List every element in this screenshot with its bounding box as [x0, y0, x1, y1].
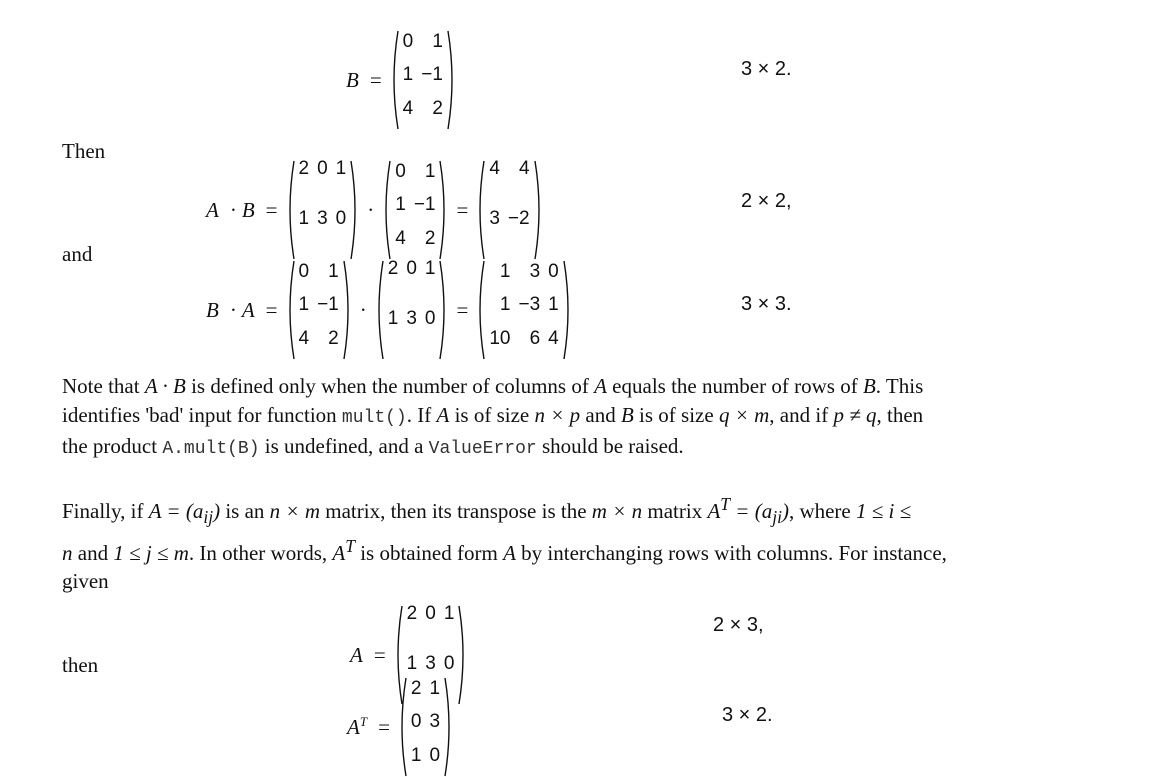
matrix-cell: 2 [387, 258, 399, 279]
matrix-cell: 0 [424, 308, 436, 329]
text: is of size [449, 402, 535, 427]
matrix-cell: 1 [298, 294, 310, 316]
text: and [72, 540, 114, 565]
matrix-cell: 1 [424, 258, 436, 279]
label-then: Then [62, 139, 106, 163]
superscript: T [720, 494, 731, 514]
matrix-a [374, 260, 450, 360]
math-a-equals-aij [148, 499, 221, 528]
text: should be raised. [536, 434, 684, 458]
code-valueerror: ValueError [428, 439, 537, 459]
math-part: A [332, 540, 346, 565]
matrix-cell: 2 [406, 603, 418, 624]
matrix-cell: 0 [429, 744, 441, 766]
paragraph-multiplication-note [62, 372, 1102, 464]
matrix-cell: 0 [548, 261, 559, 282]
matrix-cell: 0 [317, 158, 328, 179]
text: matrix, then its transpose is the [320, 499, 592, 523]
text: Finally, if [62, 499, 149, 523]
right-paren-icon [350, 160, 360, 260]
symbol-b: B [346, 67, 359, 92]
right-paren-icon [343, 260, 353, 360]
matrix-cell: 4 [395, 227, 406, 249]
matrix-cell: 1 [499, 261, 511, 282]
subscript: ij [203, 507, 214, 528]
text: is defined only when the number of columns of [185, 374, 595, 398]
math-n: n [62, 540, 73, 565]
superscript: T [345, 535, 355, 556]
matrix-cell: 2 [424, 227, 436, 249]
math-a: A [436, 402, 450, 427]
matrix-cell: 4 [298, 327, 310, 349]
matrix-cell: −3 [518, 294, 541, 316]
size-ab: 2 × 2, [741, 190, 792, 212]
matrix-cell: 1 [410, 744, 422, 766]
text: . In other words, [188, 540, 333, 565]
paragraph-line [62, 532, 1102, 568]
size-a-definition: 2 × 3, [713, 614, 764, 636]
right-paren-icon [458, 605, 468, 705]
matrix-cell: 1 [429, 678, 441, 699]
matrix-b [389, 30, 457, 130]
math-a-transpose [707, 494, 789, 528]
matrix-cell: 1 [406, 653, 418, 674]
matrix-cell: 4 [548, 327, 559, 349]
matrix-cell: −1 [317, 294, 339, 316]
matrix-cell: 1 [335, 158, 347, 179]
matrix-cell: 0 [395, 161, 406, 182]
matrix-cell: 1 [499, 294, 511, 316]
matrix-cell: 3 [429, 711, 441, 733]
matrix-cell: 4 [402, 97, 414, 119]
math-a: A [594, 374, 607, 398]
code-a-mult-b: A.mult(B) [162, 439, 260, 459]
matrix-cell: 2 [432, 97, 443, 119]
matrix-cell: 2 [328, 327, 339, 349]
matrix-cell: 2 [298, 158, 310, 179]
matrix-cell: 1 [548, 294, 559, 316]
matrix-cell: 0 [406, 258, 417, 279]
text: , where [788, 499, 856, 523]
matrix-cell: 0 [298, 261, 310, 282]
math-part: ) [213, 499, 221, 523]
superscript-t: T [359, 714, 368, 729]
matrix-cell: 4 [489, 158, 500, 179]
dot-operator: · [229, 297, 237, 322]
equals-sign: = [265, 197, 278, 222]
text: , then [876, 402, 924, 427]
matrix-grid [485, 260, 562, 360]
matrix-cell: 0 [335, 208, 347, 229]
math-part: A = (a [148, 499, 204, 523]
math-b: B [862, 374, 876, 398]
math-n-by-m: n × m [269, 499, 320, 523]
size-a-transpose: 3 × 2. [722, 704, 773, 726]
matrix-cell: 1 [424, 161, 436, 182]
matrix-cell: 1 [402, 64, 414, 86]
matrix-grid [295, 160, 351, 260]
matrix-cell: 3 [406, 308, 417, 329]
matrix-cell: 1 [298, 208, 310, 229]
matrix-grid [407, 677, 444, 777]
right-paren-icon [563, 260, 573, 360]
right-paren-icon [447, 30, 457, 130]
equation-b-times-a [206, 260, 575, 360]
text: matrix [642, 499, 708, 523]
paragraph-line [62, 401, 1102, 433]
paragraph-transpose-definition [62, 490, 1102, 596]
symbol-a: A [350, 642, 363, 667]
math-inequality: 1 ≤ i ≤ [856, 499, 912, 523]
paragraph-line [62, 372, 1102, 401]
symbol-a: A [347, 715, 360, 739]
right-paren-icon [439, 260, 449, 360]
left-paren-icon [397, 677, 407, 777]
matrix-cell: 2 [410, 678, 422, 699]
equals-sign: = [456, 297, 469, 322]
matrix-cell: 3 [489, 208, 500, 229]
matrix-cell: 1 [432, 31, 443, 52]
math-a-transpose [332, 535, 355, 565]
matrix-cell: 10 [489, 327, 511, 349]
paragraph-line [62, 490, 1102, 532]
matrix-cell: 6 [529, 327, 541, 349]
math-a-dot-b: A · B [144, 374, 186, 398]
math-part: ) [781, 499, 789, 523]
math-b: B [620, 402, 634, 427]
dot-operator: · [359, 297, 367, 322]
math-n-by-p: n × p [534, 402, 581, 427]
text: Note that [62, 374, 145, 398]
left-paren-icon [374, 260, 384, 360]
left-paren-icon [381, 160, 391, 260]
subscript: ji [772, 507, 782, 528]
right-paren-icon [439, 160, 449, 260]
matrix-cell: 4 [519, 158, 530, 179]
matrix-ba [475, 260, 572, 360]
equation-b-definition [346, 30, 459, 130]
matrix-a-transpose [397, 677, 454, 777]
math-part: = (a [730, 499, 773, 523]
equals-sign: = [369, 67, 382, 92]
text: and [580, 402, 621, 427]
text: is undefined, and a [259, 434, 429, 458]
matrix-grid [391, 160, 439, 260]
matrix-cell: 1 [395, 194, 406, 216]
matrix-cell: −2 [507, 208, 530, 229]
text: . If [406, 402, 437, 427]
paragraph-line [62, 432, 1102, 464]
matrix-grid [485, 160, 533, 260]
matrix-cell: 0 [402, 31, 414, 52]
left-paren-icon [475, 160, 485, 260]
matrix-cell: −1 [413, 194, 436, 216]
text: identifies 'bad' input for function [62, 402, 342, 427]
text: is obtained form [354, 540, 504, 565]
matrix-cell: 0 [410, 711, 422, 733]
matrix-cell: 1 [328, 261, 339, 282]
size-ba: 3 × 3. [741, 293, 792, 315]
left-paren-icon [389, 30, 399, 130]
matrix-cell: 3 [425, 653, 436, 674]
equation-a-transpose [347, 677, 456, 777]
dot-operator: · [367, 197, 375, 222]
paragraph-line [62, 567, 1102, 596]
math-p-neq-q: p ≠ q [833, 402, 877, 427]
label-then-lower: then [62, 653, 99, 677]
matrix-grid [384, 260, 440, 360]
matrix-a [285, 160, 361, 260]
code-mult: mult() [341, 407, 407, 428]
equals-sign: = [265, 297, 278, 322]
equals-sign: = [373, 642, 386, 667]
matrix-grid [399, 30, 447, 130]
dot-operator: · [229, 197, 237, 222]
symbol-a: A [241, 297, 255, 322]
matrix-cell: 1 [443, 603, 455, 624]
matrix-b [381, 160, 449, 260]
symbol-a: A [206, 197, 219, 222]
text: , and if [769, 402, 834, 427]
size-b-definition: 3 × 2. [741, 58, 792, 80]
text: is an [220, 499, 270, 523]
left-paren-icon [285, 260, 295, 360]
matrix-cell: 0 [443, 653, 455, 674]
text: given [62, 569, 109, 594]
text: equals the number of rows of [606, 374, 863, 398]
symbol-a-transpose [347, 714, 367, 740]
math-a: A [503, 540, 516, 565]
matrix-b [285, 260, 353, 360]
left-paren-icon [285, 160, 295, 260]
symbol-b: B [241, 197, 255, 222]
text: by interchanging rows with columns. For instance, [515, 540, 947, 565]
matrix-grid [295, 260, 343, 360]
text: the product [62, 434, 163, 458]
text: . This [875, 374, 924, 398]
right-paren-icon [534, 160, 544, 260]
label-and: and [62, 242, 93, 266]
math-inequality: 1 ≤ j ≤ m [113, 540, 189, 565]
equals-sign: = [378, 714, 390, 739]
math-q-by-m: q × m [718, 402, 770, 427]
symbol-b: B [206, 297, 219, 322]
math-m-by-n: m × n [591, 499, 643, 523]
math-part: A [707, 499, 721, 523]
text: is of size [633, 402, 719, 427]
right-paren-icon [444, 677, 454, 777]
matrix-cell: 3 [529, 261, 541, 282]
equation-a-times-b [206, 160, 546, 260]
matrix-cell: 0 [425, 603, 436, 624]
matrix-ab [475, 160, 543, 260]
matrix-cell: 1 [387, 308, 399, 329]
equals-sign: = [456, 197, 469, 222]
matrix-cell: −1 [421, 64, 443, 86]
left-paren-icon [475, 260, 485, 360]
matrix-cell: 3 [317, 208, 328, 229]
